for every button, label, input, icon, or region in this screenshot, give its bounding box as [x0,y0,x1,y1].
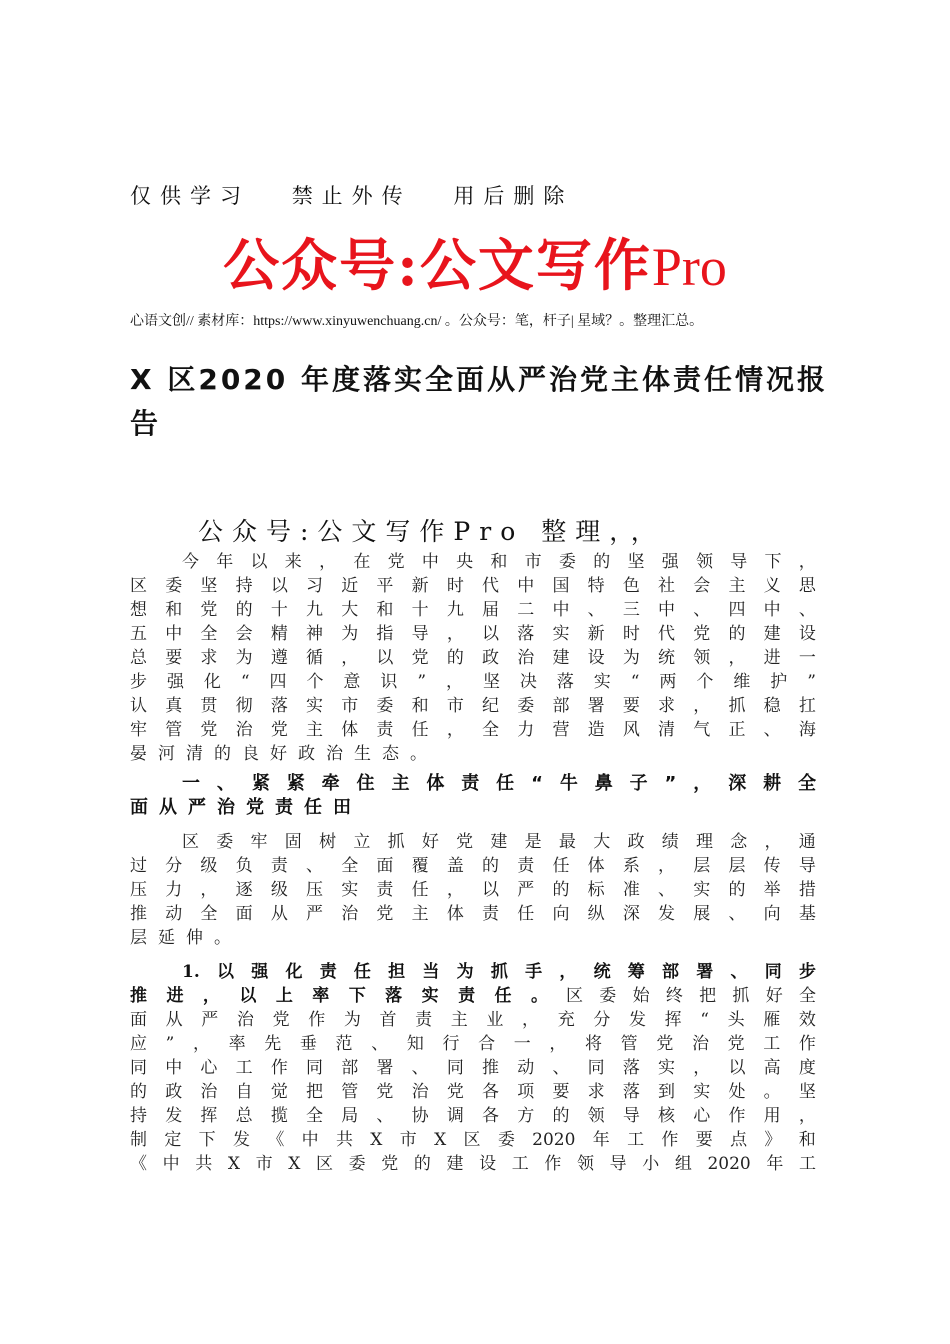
paragraph-item-1 [130,960,816,1176]
text-line: 的 政 治 自 觉 把 管 党 治 党 各 项 要 求 落 到 实 处 。 坚 [130,1082,816,1102]
text-line: 五 中 全 会 精 神 为 指 导 ， 以 落 实 新 时 代 党 的 建 设 [130,624,816,644]
text-line: 区 委 牢 固 树 立 抓 好 党 建 是 最 大 政 绩 理 念 ， 通 [182,832,816,852]
text-line: 晏 河 清 的 良 好 政 治 生 态 。 [130,744,427,764]
brand-name: 公众号:公文写作 [223,233,652,299]
text-line: 同 中 心 工 作 同 部 署 、 同 推 动 、 同 落 实 ， 以 高 度 [130,1058,816,1078]
item-1-heading-end: 推 进 ， 以 上 率 下 落 实 责 任 。 [130,986,548,1006]
notice-delete-after: 用后删除 [453,184,574,208]
text-line: 今 年 以 来 ， 在 党 中 央 和 市 委 的 坚 强 领 导 下 ， [182,552,816,572]
text-line: 层 延 伸 。 [130,928,231,948]
text-line: 面 从 严 治 党 责 任 田 [130,797,351,818]
text-line: 区 委 坚 持 以 习 近 平 新 时 代 中 国 特 色 社 会 主 义 思 [130,576,816,596]
text-line: 总 要 求 为 遵 循 ， 以 党 的 政 治 建 设 为 统 领 ， 进 一 [130,648,816,668]
section-heading-1 [130,772,816,820]
source-line: 心语文创// 素材库：https://www.xinyuwenchuang.cn/ 。公众号：笔，杆子| 星域？。整理汇总。 [130,314,704,329]
brand-suffix: Pro [651,237,727,297]
item-1-heading-line: 1. 以 强 化 责 任 担 当 为 抓 手 ， 统 筹 部 署 、 同 步 [182,962,816,982]
notice-no-spread: 禁止外传 [291,184,412,208]
text-line: 认 真 贯 彻 落 实 市 委 和 市 纪 委 部 署 要 求 ， 抓 稳 扛 [130,696,816,716]
text-line: 面 从 严 治 党 作 为 首 责 主 业 ， 充 分 发 挥 “ 头 雁 效 [130,1010,816,1030]
item-1-text-start: 区 委 始 终 把 抓 好 全 [566,986,816,1006]
paragraph-intro [130,550,816,766]
text-line: 持 发 挥 总 揽 全 局 、 协 调 各 方 的 领 导 核 心 作 用 ， [130,1106,816,1126]
document-subhead: 公众号:公文写作Pro 整理，， [198,517,665,546]
brand-banner [0,222,950,302]
text-line: 想 和 党 的 十 九 大 和 十 九 届 二 中 、 三 中 、 四 中 、 [130,600,816,620]
usage-notice [130,180,599,210]
text-line: 一 、 紧 紧 牵 住 主 体 责 任 “ 牛 鼻 子 ” ， 深 耕 全 [182,773,816,794]
document-title: X 区2020 年度落实全面从严治党主体责任情况报告 [130,363,829,440]
text-line: 压 力 ， 逐 级 压 实 责 任 ， 以 严 的 标 准 、 实 的 举 措 [130,880,816,900]
text-line: 《 中 共 X 市 X 区 委 党 的 建 设 工 作 领 导 小 组 2020 年 工 [130,1154,816,1174]
paragraph-section-1 [130,830,816,950]
text-line: 制 定 下 发 《 中 共 X 市 X 区 委 2020 年 工 作 要 点 》 和 [130,1130,816,1150]
item-1-text [130,1008,816,1176]
text-line: 推 动 全 面 从 严 治 党 主 体 责 任 向 纵 深 发 展 、 向 基 [130,904,816,924]
item-1-heading-line-2 [130,984,816,1008]
text-line: 牢 管 党 治 党 主 体 责 任 ， 全 力 营 造 风 清 气 正 、 海 [130,720,816,740]
text-line: 步 强 化 “ 四 个 意 识 ” ， 坚 决 落 实 “ 两 个 维 护 ” [130,672,816,692]
text-line: 过 分 级 负 责 、 全 面 覆 盖 的 责 任 体 系 ， 层 层 传 导 [130,856,816,876]
text-line: 应 ” ， 率 先 垂 范 、 知 行 合 一 ， 将 管 党 治 党 工 作 [130,1034,816,1054]
notice-study-only: 仅供学习 [130,184,250,208]
